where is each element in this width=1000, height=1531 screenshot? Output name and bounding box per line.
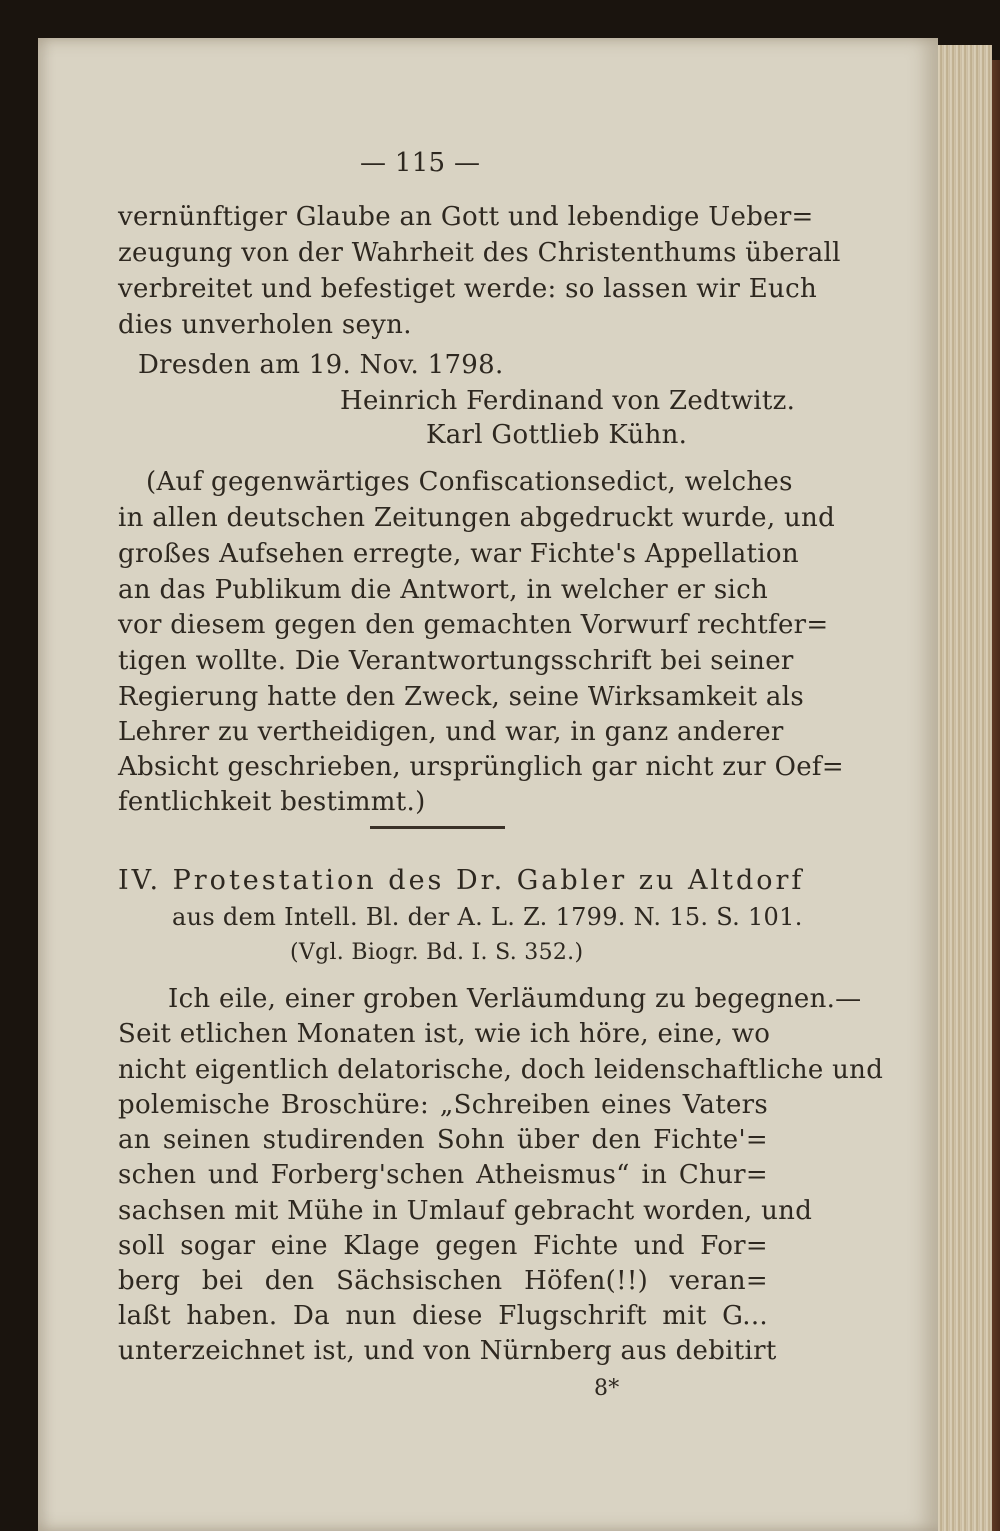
- section-heading: IV. Protestation des Dr. Gabler zu Altdorf: [118, 865, 805, 896]
- text-line: dies unverholen seyn.: [118, 310, 412, 340]
- text-line: Lehrer zu vertheidigen, und war, in ganz anderer: [118, 717, 784, 747]
- section-source: aus dem Intell. Bl. der A. L. Z. 1799. N. 15. S. 101.: [172, 903, 803, 931]
- text-line: Seit etlichen Monaten ist, wie ich höre, eine, wo: [118, 1019, 771, 1049]
- signature-mark: 8*: [594, 1376, 620, 1401]
- text-line: Regierung hatte den Zweck, seine Wirksamkeit als: [118, 682, 804, 712]
- text-line: in allen deutschen Zeitungen abgedruckt wurde, und: [118, 503, 836, 533]
- text-line: (Auf gegenwärtiges Confiscationsedict, welches: [146, 467, 793, 497]
- text-line: laßt haben. Da nun diese Flugschrift mit G...: [118, 1301, 768, 1331]
- text-line: soll sogar eine Klage gegen Fichte und For=: [118, 1231, 768, 1261]
- text-line: Absicht geschrieben, ursprünglich gar nicht zur Oef=: [118, 752, 844, 782]
- text-line: unterzeichnet ist, und von Nürnberg aus debitirt: [118, 1336, 777, 1366]
- section-divider: [370, 826, 505, 829]
- text-line: Ich eile, einer groben Verläumdung zu begegnen.—: [168, 984, 862, 1014]
- page-number-header: — 115 —: [360, 148, 481, 178]
- signature-line: Heinrich Ferdinand von Zedtwitz.: [340, 386, 796, 416]
- section-reference: (Vgl. Biogr. Bd. I. S. 352.): [290, 940, 584, 965]
- text-line: großes Aufsehen erregte, war Fichte's Appellation: [118, 539, 799, 569]
- text-line: tigen wollte. Die Verantwortungsschrift bei seiner: [118, 646, 794, 676]
- text-line: vernünftiger Glaube an Gott und lebendige Ueber=: [118, 202, 814, 232]
- text-line: berg bei den Sächsischen Höfen(!!) veran=: [118, 1266, 768, 1296]
- text-line: zeugung von der Wahrheit des Christenthums überall: [118, 238, 841, 268]
- text-line: fentlichkeit bestimmt.): [118, 787, 426, 817]
- signature-line: Karl Gottlieb Kühn.: [426, 420, 688, 450]
- text-line: an das Publikum die Antwort, in welcher er sich: [118, 575, 768, 605]
- text-line: sachsen mit Mühe in Umlauf gebracht worden, und: [118, 1196, 813, 1226]
- text-line: polemische Broschüre: „Schreiben eines Vaters: [118, 1090, 768, 1120]
- text-line: nicht eigentlich delatorische, doch leidenschaftliche und: [118, 1055, 884, 1085]
- text-line: verbreitet und befestiget werde: so lassen wir Euch: [118, 274, 817, 304]
- text-line: schen und Forberg'schen Atheismus“ in Chur=: [118, 1160, 768, 1190]
- text-line: vor diesem gegen den gemachten Vorwurf rechtfer=: [118, 610, 829, 640]
- text-line: an seinen studirenden Sohn über den Fichte'=: [118, 1125, 768, 1155]
- place-date: Dresden am 19. Nov. 1798.: [138, 350, 504, 380]
